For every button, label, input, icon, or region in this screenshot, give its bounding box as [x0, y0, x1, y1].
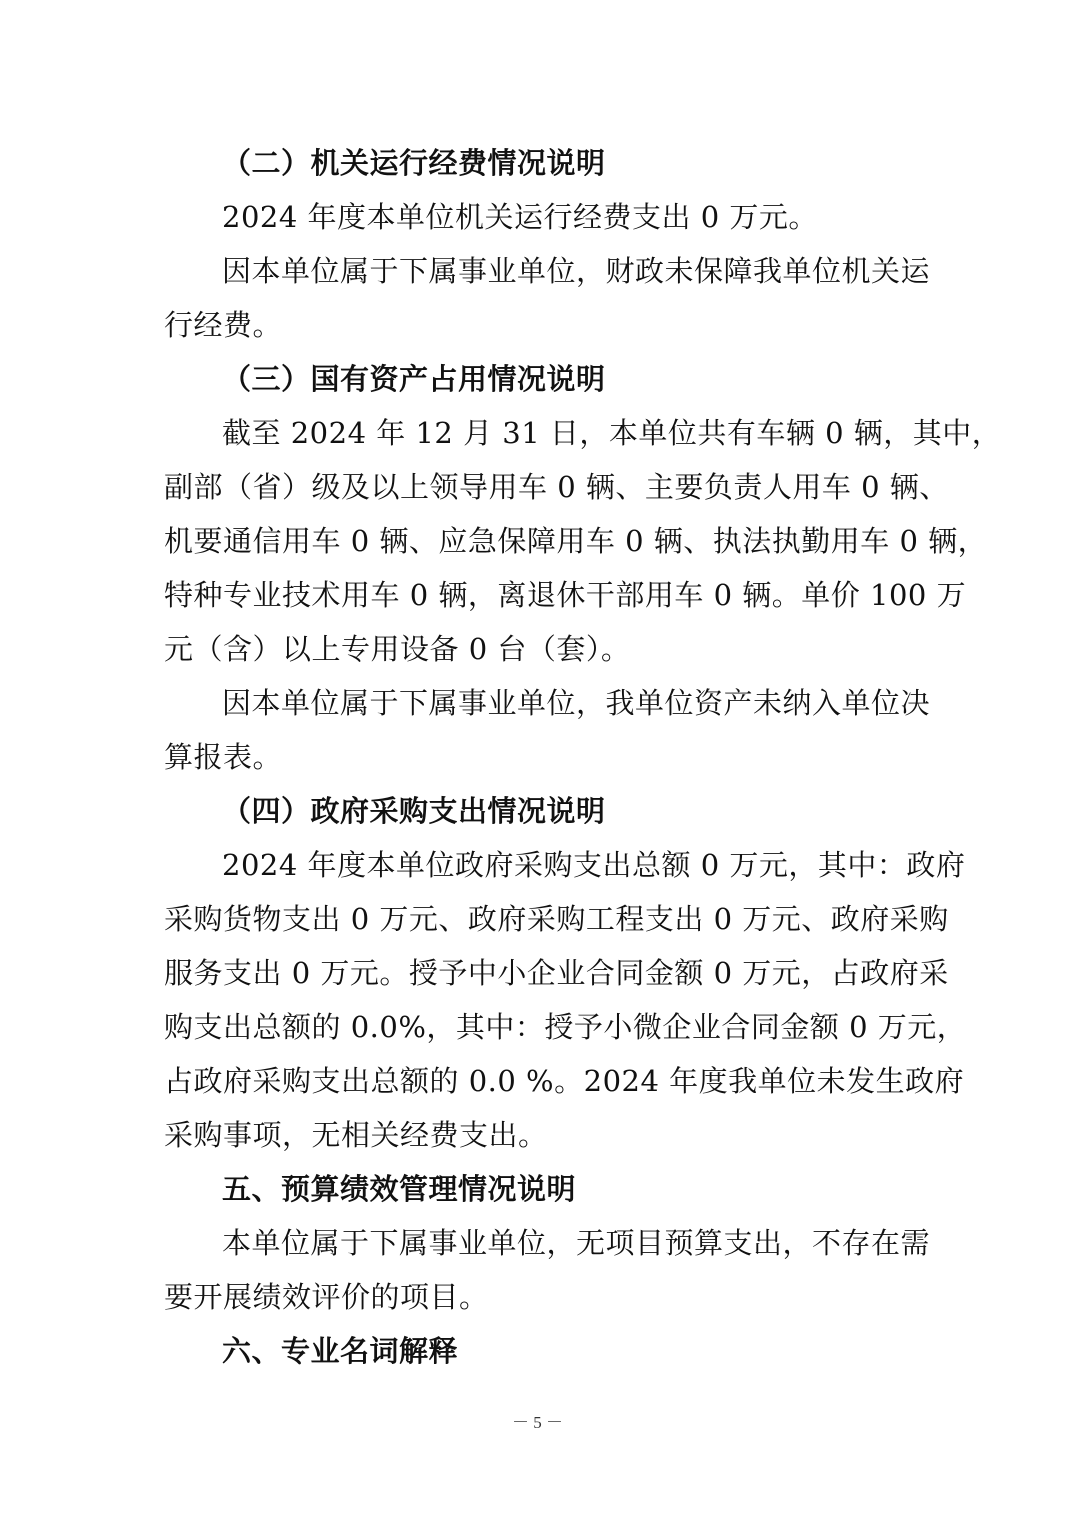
paragraph-line: 要开展绩效评价的项目。 — [164, 1280, 489, 1314]
paragraph-line: 本单位属于下属事业单位，无项目预算支出，不存在需 — [222, 1226, 931, 1260]
paragraph-line: 2024 年度本单位机关运行经费支出 0 万元。 — [222, 200, 818, 234]
page-number: － 5 － — [512, 1413, 563, 1432]
paragraph-line: 因本单位属于下属事业单位，我单位资产未纳入单位决 — [222, 686, 931, 720]
paragraph-line: 算报表。 — [164, 740, 283, 774]
paragraph-line: 机要通信用车 0 辆、应急保障用车 0 辆、执法执勤用车 0 辆， — [164, 524, 988, 558]
paragraph-line: 服务支出 0 万元。授予中小企业合同金额 0 万元，占政府采 — [164, 956, 949, 990]
paragraph-line: 特种专业技术用车 0 辆，离退休干部用车 0 辆。单价 100 万 — [164, 578, 967, 612]
paragraph-line: 元（含）以上专用设备 0 台（套）。 — [164, 632, 631, 666]
paragraph-line: 占政府采购支出总额的 0.0 %。2024 年度我单位未发生政府 — [164, 1064, 965, 1098]
paragraph-line: 行经费。 — [164, 308, 283, 342]
paragraph-line: 因本单位属于下属事业单位，财政未保障我单位机关运 — [222, 254, 931, 288]
paragraph-line: 副部（省）级及以上领导用车 0 辆、主要负责人用车 0 辆、 — [164, 470, 949, 504]
paragraph-line: 2024 年度本单位政府采购支出总额 0 万元，其中：政府 — [222, 848, 966, 882]
paragraph-line: 采购货物支出 0 万元、政府采购工程支出 0 万元、政府采购 — [164, 902, 949, 936]
paragraph-line: 购支出总额的 0.0%，其中：授予小微企业合同金额 0 万元， — [164, 1010, 967, 1044]
paragraph-line: 截至 2024 年 12 月 31 日，本单位共有车辆 0 辆，其中， — [222, 416, 1002, 450]
paragraph-line: 采购事项，无相关经费支出。 — [164, 1118, 548, 1152]
section-heading-performance-management: 五、预算绩效管理情况说明 — [222, 1172, 577, 1206]
document-body — [164, 136, 1002, 1378]
section-heading-glossary: 六、专业名词解释 — [222, 1334, 459, 1368]
section-heading-government-procurement: （四）政府采购支出情况说明 — [222, 794, 606, 828]
section-heading-state-assets: （三）国有资产占用情况说明 — [222, 362, 606, 396]
section-heading-admin-expenses: （二）机关运行经费情况说明 — [222, 146, 606, 180]
